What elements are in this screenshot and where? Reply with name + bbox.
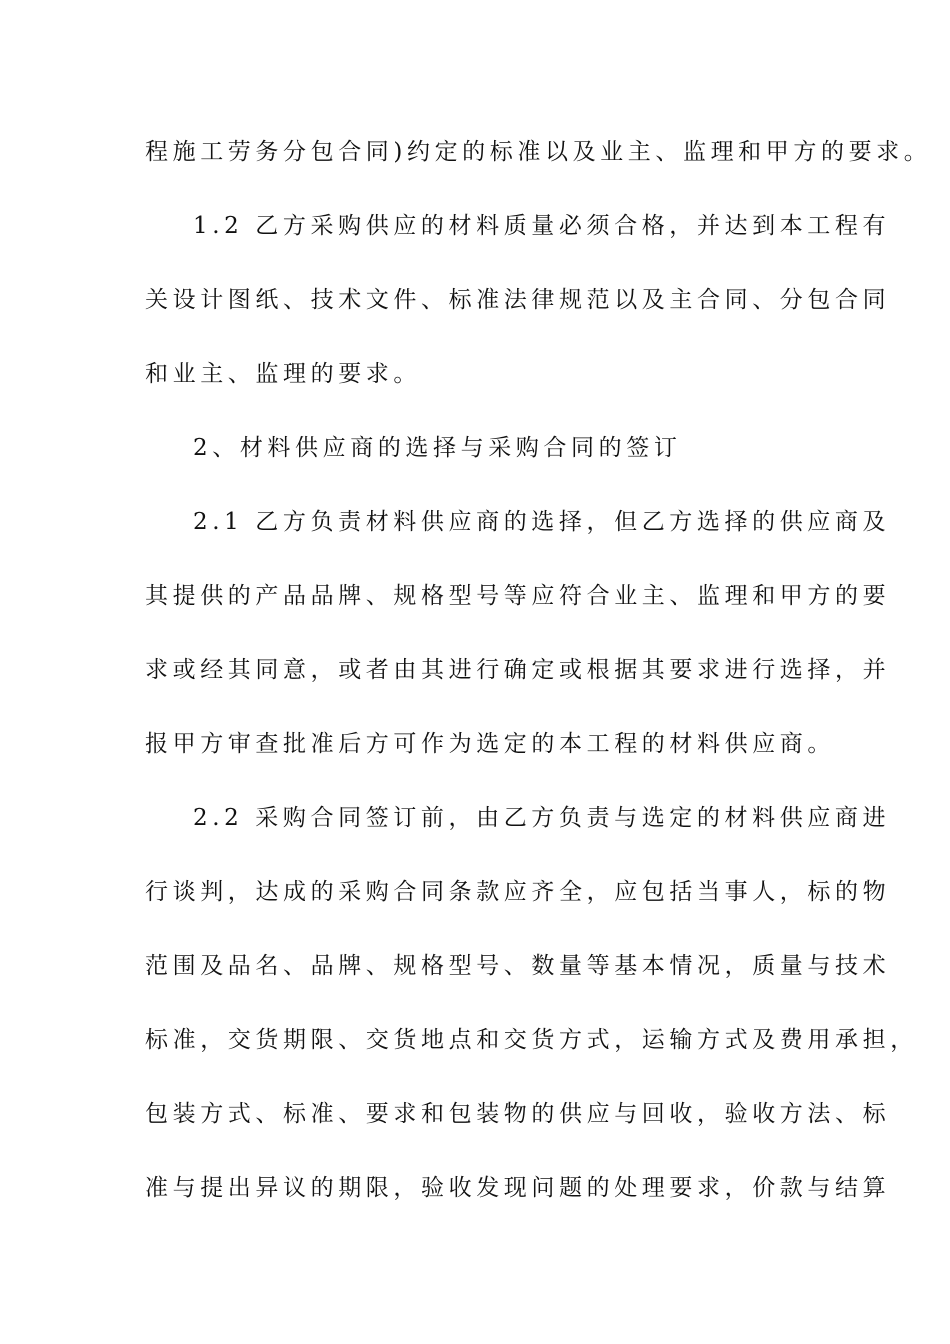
- text-line-11: 行谈判，达成的采购合同条款应齐全，应包括当事人，标的物: [145, 879, 891, 905]
- text-line-7: 其提供的产品品牌、规格型号等应符合业主、监理和甲方的要: [145, 583, 891, 609]
- text-line-12: 范围及品名、品牌、规格型号、数量等基本情况，质量与技术: [145, 953, 891, 979]
- text-line-6: 2.1 乙方负责材料供应商的选择，但乙方选择的供应商及: [193, 509, 891, 535]
- section-heading: 2、材料供应商的选择与采购合同的签订: [193, 435, 682, 461]
- text-line-9: 报甲方审查批准后方可作为选定的本工程的材料供应商。: [145, 731, 835, 757]
- text-line-8: 求或经其同意，或者由其进行确定或根据其要求进行选择，并: [145, 657, 891, 683]
- text-line-10: 2.2 采购合同签订前，由乙方负责与选定的材料供应商进: [193, 805, 891, 831]
- text-line-2: 1.2 乙方采购供应的材料质量必须合格，并达到本工程有: [193, 213, 891, 239]
- text-line-13: 标准，交货期限、交货地点和交货方式，运输方式及费用承担，: [145, 1027, 918, 1053]
- text-line-4: 和业主、监理的要求。: [145, 361, 421, 387]
- text-line-15: 准与提出异议的期限，验收发现问题的处理要求，价款与结算: [145, 1175, 891, 1201]
- text-line-1: 程施工劳务分包合同)约定的标准以及业主、监理和甲方的要求。: [145, 139, 932, 165]
- text-line-3: 关设计图纸、技术文件、标准法律规范以及主合同、分包合同: [145, 287, 891, 313]
- text-line-14: 包装方式、标准、要求和包装物的供应与回收，验收方法、标: [145, 1101, 891, 1127]
